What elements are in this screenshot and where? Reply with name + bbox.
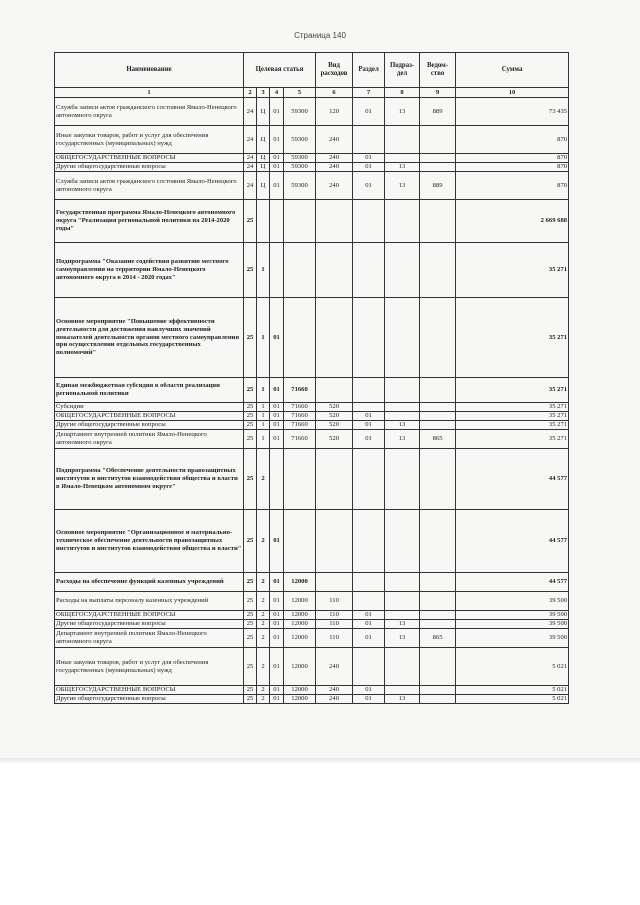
row-amount: 35 271: [456, 243, 569, 298]
row-activity-code: 01: [270, 611, 284, 620]
row-section: [353, 200, 385, 243]
row-expense-type: [316, 573, 353, 592]
row-section: [353, 243, 385, 298]
row-program-code: 24: [244, 154, 257, 163]
row-activity-code: 01: [270, 695, 284, 704]
row-section: 01: [353, 695, 385, 704]
table-row: [55, 686, 569, 695]
row-program-code: 24: [244, 126, 257, 154]
row-subprogram-code: Ц: [257, 163, 270, 172]
row-expense-type: 520: [316, 430, 353, 449]
row-subprogram-code: [257, 200, 270, 243]
page-edge: [0, 758, 640, 764]
row-section: [353, 126, 385, 154]
row-expense-type: 240: [316, 686, 353, 695]
row-section: 01: [353, 172, 385, 200]
col-number: 8: [385, 88, 420, 98]
row-department: [420, 163, 456, 172]
table-body: [55, 98, 569, 704]
table-row: [55, 163, 569, 172]
page-number: Страница 140: [294, 31, 346, 40]
row-direction-code: 59300: [284, 126, 316, 154]
table-row: [55, 592, 569, 611]
row-amount: 35 271: [456, 403, 569, 412]
table-row: [55, 172, 569, 200]
row-program-code: 25: [244, 298, 257, 378]
row-expense-type: [316, 200, 353, 243]
row-subsection: [385, 403, 420, 412]
header-department: Ведом-ство: [420, 53, 456, 88]
row-section: 01: [353, 430, 385, 449]
table-row: [55, 403, 569, 412]
col-number: 1: [55, 88, 244, 98]
row-activity-code: 01: [270, 378, 284, 403]
row-amount: 870: [456, 172, 569, 200]
row-department: [420, 611, 456, 620]
row-program-code: 25: [244, 412, 257, 421]
row-department: 889: [420, 172, 456, 200]
row-subprogram-code: Ц: [257, 172, 270, 200]
table-row: [55, 695, 569, 704]
row-section: [353, 510, 385, 573]
col-number: 9: [420, 88, 456, 98]
row-activity-code: [270, 200, 284, 243]
row-department: [420, 510, 456, 573]
table-row: [55, 421, 569, 430]
row-amount: 35 271: [456, 412, 569, 421]
row-activity-code: 01: [270, 573, 284, 592]
row-program-code: 25: [244, 449, 257, 510]
table-row: [55, 243, 569, 298]
row-amount: 5 021: [456, 686, 569, 695]
row-direction-code: [284, 510, 316, 573]
row-activity-code: 01: [270, 620, 284, 629]
row-subsection: [385, 378, 420, 403]
table-row: [55, 449, 569, 510]
row-activity-code: 01: [270, 430, 284, 449]
row-name: Другие общегосударственные вопросы: [55, 421, 244, 430]
row-section: 01: [353, 421, 385, 430]
row-activity-code: 01: [270, 403, 284, 412]
row-direction-code: 12000: [284, 592, 316, 611]
row-department: 889: [420, 98, 456, 126]
row-activity-code: 01: [270, 154, 284, 163]
row-expense-type: [316, 449, 353, 510]
row-amount: 5 021: [456, 648, 569, 686]
row-name: Подпрограмма "Обеспечение деятельности правозащитных институтов и институтов взаимодействия общества и власти в Ямало-Ненецком автономном округе": [55, 449, 244, 510]
row-expense-type: [316, 510, 353, 573]
row-expense-type: 520: [316, 403, 353, 412]
row-direction-code: 71660: [284, 378, 316, 403]
row-section: [353, 298, 385, 378]
row-section: 01: [353, 154, 385, 163]
row-expense-type: 110: [316, 620, 353, 629]
row-name: Департамент внутренней политики Ямало-Ненецкого автономного округа: [55, 430, 244, 449]
row-expense-type: [316, 298, 353, 378]
row-subprogram-code: 1: [257, 378, 270, 403]
row-amount: 44 577: [456, 573, 569, 592]
row-activity-code: [270, 243, 284, 298]
row-department: [420, 403, 456, 412]
row-expense-type: 110: [316, 592, 353, 611]
row-expense-type: 240: [316, 163, 353, 172]
row-name: Основное мероприятие "Повышение эффективности деятельности для достижения наилучших значений показателей деятельности органов местного самоуправления при осуществлении отдельных государственных полномочий": [55, 298, 244, 378]
row-activity-code: [270, 449, 284, 510]
row-subsection: [385, 573, 420, 592]
table-row: [55, 629, 569, 648]
row-name: Субсидии: [55, 403, 244, 412]
row-name: Расходы на выплаты персоналу казенных учреждений: [55, 592, 244, 611]
row-subprogram-code: 2: [257, 629, 270, 648]
table-row: [55, 378, 569, 403]
row-section: [353, 449, 385, 510]
row-name: ОБЩЕГОСУДАРСТВЕННЫЕ ВОПРОСЫ: [55, 611, 244, 620]
row-direction-code: 71660: [284, 403, 316, 412]
row-department: [420, 378, 456, 403]
row-program-code: 24: [244, 163, 257, 172]
row-subsection: 13: [385, 629, 420, 648]
row-section: 01: [353, 98, 385, 126]
row-name: Департамент внутренней политики Ямало-Ненецкого автономного округа: [55, 629, 244, 648]
row-subprogram-code: 2: [257, 620, 270, 629]
col-number: 6: [316, 88, 353, 98]
row-subprogram-code: 2: [257, 573, 270, 592]
row-subsection: [385, 449, 420, 510]
row-program-code: 25: [244, 686, 257, 695]
row-name: Другие общегосударственные вопросы: [55, 695, 244, 704]
row-amount: 5 021: [456, 695, 569, 704]
row-subsection: 13: [385, 430, 420, 449]
row-department: [420, 243, 456, 298]
row-department: 865: [420, 629, 456, 648]
row-subprogram-code: 1: [257, 243, 270, 298]
row-expense-type: 520: [316, 412, 353, 421]
header-name: Наименование: [55, 53, 244, 88]
row-amount: 44 577: [456, 510, 569, 573]
col-number: 4: [270, 88, 284, 98]
row-section: [353, 573, 385, 592]
row-name: Служба записи актов гражданского состояния Ямало-Ненецкого автономного округа: [55, 98, 244, 126]
row-section: 01: [353, 629, 385, 648]
budget-table: [54, 52, 569, 704]
row-subsection: [385, 648, 420, 686]
row-subsection: [385, 200, 420, 243]
row-expense-type: [316, 243, 353, 298]
row-subprogram-code: 1: [257, 421, 270, 430]
row-amount: 2 669 688: [456, 200, 569, 243]
row-subprogram-code: 2: [257, 695, 270, 704]
row-subprogram-code: Ц: [257, 154, 270, 163]
row-program-code: 24: [244, 98, 257, 126]
row-expense-type: 240: [316, 126, 353, 154]
row-direction-code: 12000: [284, 629, 316, 648]
row-direction-code: 12000: [284, 695, 316, 704]
table-row: [55, 510, 569, 573]
row-activity-code: 01: [270, 629, 284, 648]
row-expense-type: 240: [316, 154, 353, 163]
row-amount: 39 500: [456, 611, 569, 620]
row-subsection: 13: [385, 421, 420, 430]
header-subsection: Подраз-дел: [385, 53, 420, 88]
row-subprogram-code: 2: [257, 648, 270, 686]
row-expense-type: 240: [316, 695, 353, 704]
row-subprogram-code: 1: [257, 430, 270, 449]
row-subsection: [385, 412, 420, 421]
row-program-code: 25: [244, 510, 257, 573]
table-row: [55, 126, 569, 154]
row-expense-type: [316, 378, 353, 403]
row-section: 01: [353, 686, 385, 695]
header-expense-type: Вид расходов: [316, 53, 353, 88]
header-section: Раздел: [353, 53, 385, 88]
row-department: [420, 620, 456, 629]
row-section: 01: [353, 620, 385, 629]
row-section: [353, 403, 385, 412]
row-subsection: 13: [385, 620, 420, 629]
table-row: [55, 298, 569, 378]
row-program-code: 25: [244, 695, 257, 704]
row-subprogram-code: 1: [257, 412, 270, 421]
row-subsection: [385, 243, 420, 298]
row-subsection: [385, 611, 420, 620]
row-name: Расходы на обеспечение функций казенных учреждений: [55, 573, 244, 592]
row-section: 01: [353, 163, 385, 172]
row-amount: 35 271: [456, 378, 569, 403]
table-row: [55, 573, 569, 592]
row-activity-code: 01: [270, 686, 284, 695]
row-direction-code: [284, 243, 316, 298]
row-activity-code: 01: [270, 126, 284, 154]
row-amount: 870: [456, 163, 569, 172]
table-row: [55, 648, 569, 686]
col-number: 5: [284, 88, 316, 98]
row-section: [353, 592, 385, 611]
row-subsection: [385, 592, 420, 611]
row-direction-code: 59300: [284, 172, 316, 200]
col-number: 2: [244, 88, 257, 98]
row-expense-type: 120: [316, 98, 353, 126]
row-subsection: [385, 686, 420, 695]
row-program-code: 25: [244, 200, 257, 243]
row-section: [353, 378, 385, 403]
row-subsection: [385, 298, 420, 378]
row-expense-type: 110: [316, 611, 353, 620]
row-name: Подпрограмма "Оказание содействия развитию местного самоуправления на территории Ямало-Ненецкого автономного округа в 2014 - 2020 годах": [55, 243, 244, 298]
row-section: [353, 648, 385, 686]
row-amount: 35 271: [456, 298, 569, 378]
row-program-code: 25: [244, 243, 257, 298]
row-department: [420, 449, 456, 510]
row-subsection: [385, 126, 420, 154]
table-row: [55, 200, 569, 243]
row-name: ОБЩЕГОСУДАРСТВЕННЫЕ ВОПРОСЫ: [55, 154, 244, 163]
row-program-code: 25: [244, 648, 257, 686]
row-program-code: 25: [244, 573, 257, 592]
row-subprogram-code: Ц: [257, 98, 270, 126]
table-header-row: [55, 53, 569, 88]
table-row: [55, 412, 569, 421]
row-activity-code: 01: [270, 98, 284, 126]
row-expense-type: 110: [316, 629, 353, 648]
col-number: 3: [257, 88, 270, 98]
row-direction-code: 59300: [284, 163, 316, 172]
row-subsection: 13: [385, 98, 420, 126]
row-program-code: 25: [244, 378, 257, 403]
row-program-code: 24: [244, 172, 257, 200]
row-name: Другие общегосударственные вопросы: [55, 163, 244, 172]
row-department: [420, 686, 456, 695]
row-department: [420, 421, 456, 430]
row-activity-code: 01: [270, 648, 284, 686]
table-row: [55, 611, 569, 620]
row-direction-code: 12000: [284, 573, 316, 592]
row-program-code: 25: [244, 629, 257, 648]
row-activity-code: 01: [270, 592, 284, 611]
row-name: Основное мероприятие "Организационное и материально-техническое обеспечение деятельности правозащитных институтов и институтов взаимодействия общества и власти": [55, 510, 244, 573]
row-activity-code: 01: [270, 172, 284, 200]
row-department: [420, 412, 456, 421]
table-row: [55, 98, 569, 126]
row-direction-code: 12000: [284, 686, 316, 695]
row-name: Единая межбюджетная субсидия в области реализации региональной политики: [55, 378, 244, 403]
row-direction-code: 71660: [284, 421, 316, 430]
row-amount: 35 271: [456, 430, 569, 449]
row-direction-code: 12000: [284, 648, 316, 686]
table-row: [55, 430, 569, 449]
row-program-code: 25: [244, 430, 257, 449]
row-section: 01: [353, 611, 385, 620]
row-department: [420, 592, 456, 611]
row-department: [420, 573, 456, 592]
row-activity-code: 01: [270, 163, 284, 172]
row-amount: 870: [456, 126, 569, 154]
row-subsection: [385, 154, 420, 163]
row-subsection: [385, 510, 420, 573]
row-expense-type: 520: [316, 421, 353, 430]
row-amount: 870: [456, 154, 569, 163]
row-activity-code: 01: [270, 510, 284, 573]
row-subprogram-code: 1: [257, 403, 270, 412]
col-number: 7: [353, 88, 385, 98]
row-department: 865: [420, 430, 456, 449]
row-amount: 44 577: [456, 449, 569, 510]
row-direction-code: [284, 298, 316, 378]
row-subprogram-code: 1: [257, 298, 270, 378]
row-program-code: 25: [244, 592, 257, 611]
row-amount: 35 271: [456, 421, 569, 430]
row-direction-code: 71660: [284, 430, 316, 449]
row-department: [420, 648, 456, 686]
row-direction-code: 59300: [284, 154, 316, 163]
row-department: [420, 695, 456, 704]
row-direction-code: 59300: [284, 98, 316, 126]
row-name: ОБЩЕГОСУДАРСТВЕННЫЕ ВОПРОСЫ: [55, 686, 244, 695]
header-amount: Сумма: [456, 53, 569, 88]
row-name: Другие общегосударственные вопросы: [55, 620, 244, 629]
row-subsection: 13: [385, 163, 420, 172]
row-expense-type: 240: [316, 648, 353, 686]
row-program-code: 25: [244, 421, 257, 430]
column-number-row: [55, 88, 569, 98]
row-subprogram-code: 2: [257, 592, 270, 611]
row-program-code: 25: [244, 620, 257, 629]
row-department: [420, 200, 456, 243]
row-subprogram-code: 2: [257, 510, 270, 573]
row-amount: 73 435: [456, 98, 569, 126]
row-subprogram-code: Ц: [257, 126, 270, 154]
row-direction-code: [284, 449, 316, 510]
row-department: [420, 154, 456, 163]
row-name: Служба записи актов гражданского состояния Ямало-Ненецкого автономного округа: [55, 172, 244, 200]
row-activity-code: 01: [270, 412, 284, 421]
row-activity-code: 01: [270, 421, 284, 430]
row-amount: 39 500: [456, 592, 569, 611]
row-amount: 39 500: [456, 629, 569, 648]
row-section: 01: [353, 412, 385, 421]
row-name: Государственная программа Ямало-Ненецкого автономного округа "Реализация региональной политики на 2014-2020 годы": [55, 200, 244, 243]
row-direction-code: [284, 200, 316, 243]
col-number: 10: [456, 88, 569, 98]
row-direction-code: 12000: [284, 611, 316, 620]
row-program-code: 25: [244, 403, 257, 412]
row-department: [420, 298, 456, 378]
row-subsection: 13: [385, 172, 420, 200]
row-activity-code: 01: [270, 298, 284, 378]
table-row: [55, 154, 569, 163]
row-name: Иные закупки товаров, работ и услуг для обеспечения государственных (муниципальных) нужд: [55, 648, 244, 686]
row-direction-code: 12000: [284, 620, 316, 629]
row-direction-code: 71660: [284, 412, 316, 421]
row-subsection: 13: [385, 695, 420, 704]
table-row: [55, 620, 569, 629]
row-name: Иные закупки товаров, работ и услуг для обеспечения государственных (муниципальных) нужд: [55, 126, 244, 154]
header-target-article: Целевая статья: [244, 53, 316, 88]
row-department: [420, 126, 456, 154]
row-name: ОБЩЕГОСУДАРСТВЕННЫЕ ВОПРОСЫ: [55, 412, 244, 421]
row-subprogram-code: 2: [257, 686, 270, 695]
row-amount: 39 500: [456, 620, 569, 629]
row-program-code: 25: [244, 611, 257, 620]
row-subprogram-code: 2: [257, 449, 270, 510]
row-expense-type: 240: [316, 172, 353, 200]
row-subprogram-code: 2: [257, 611, 270, 620]
